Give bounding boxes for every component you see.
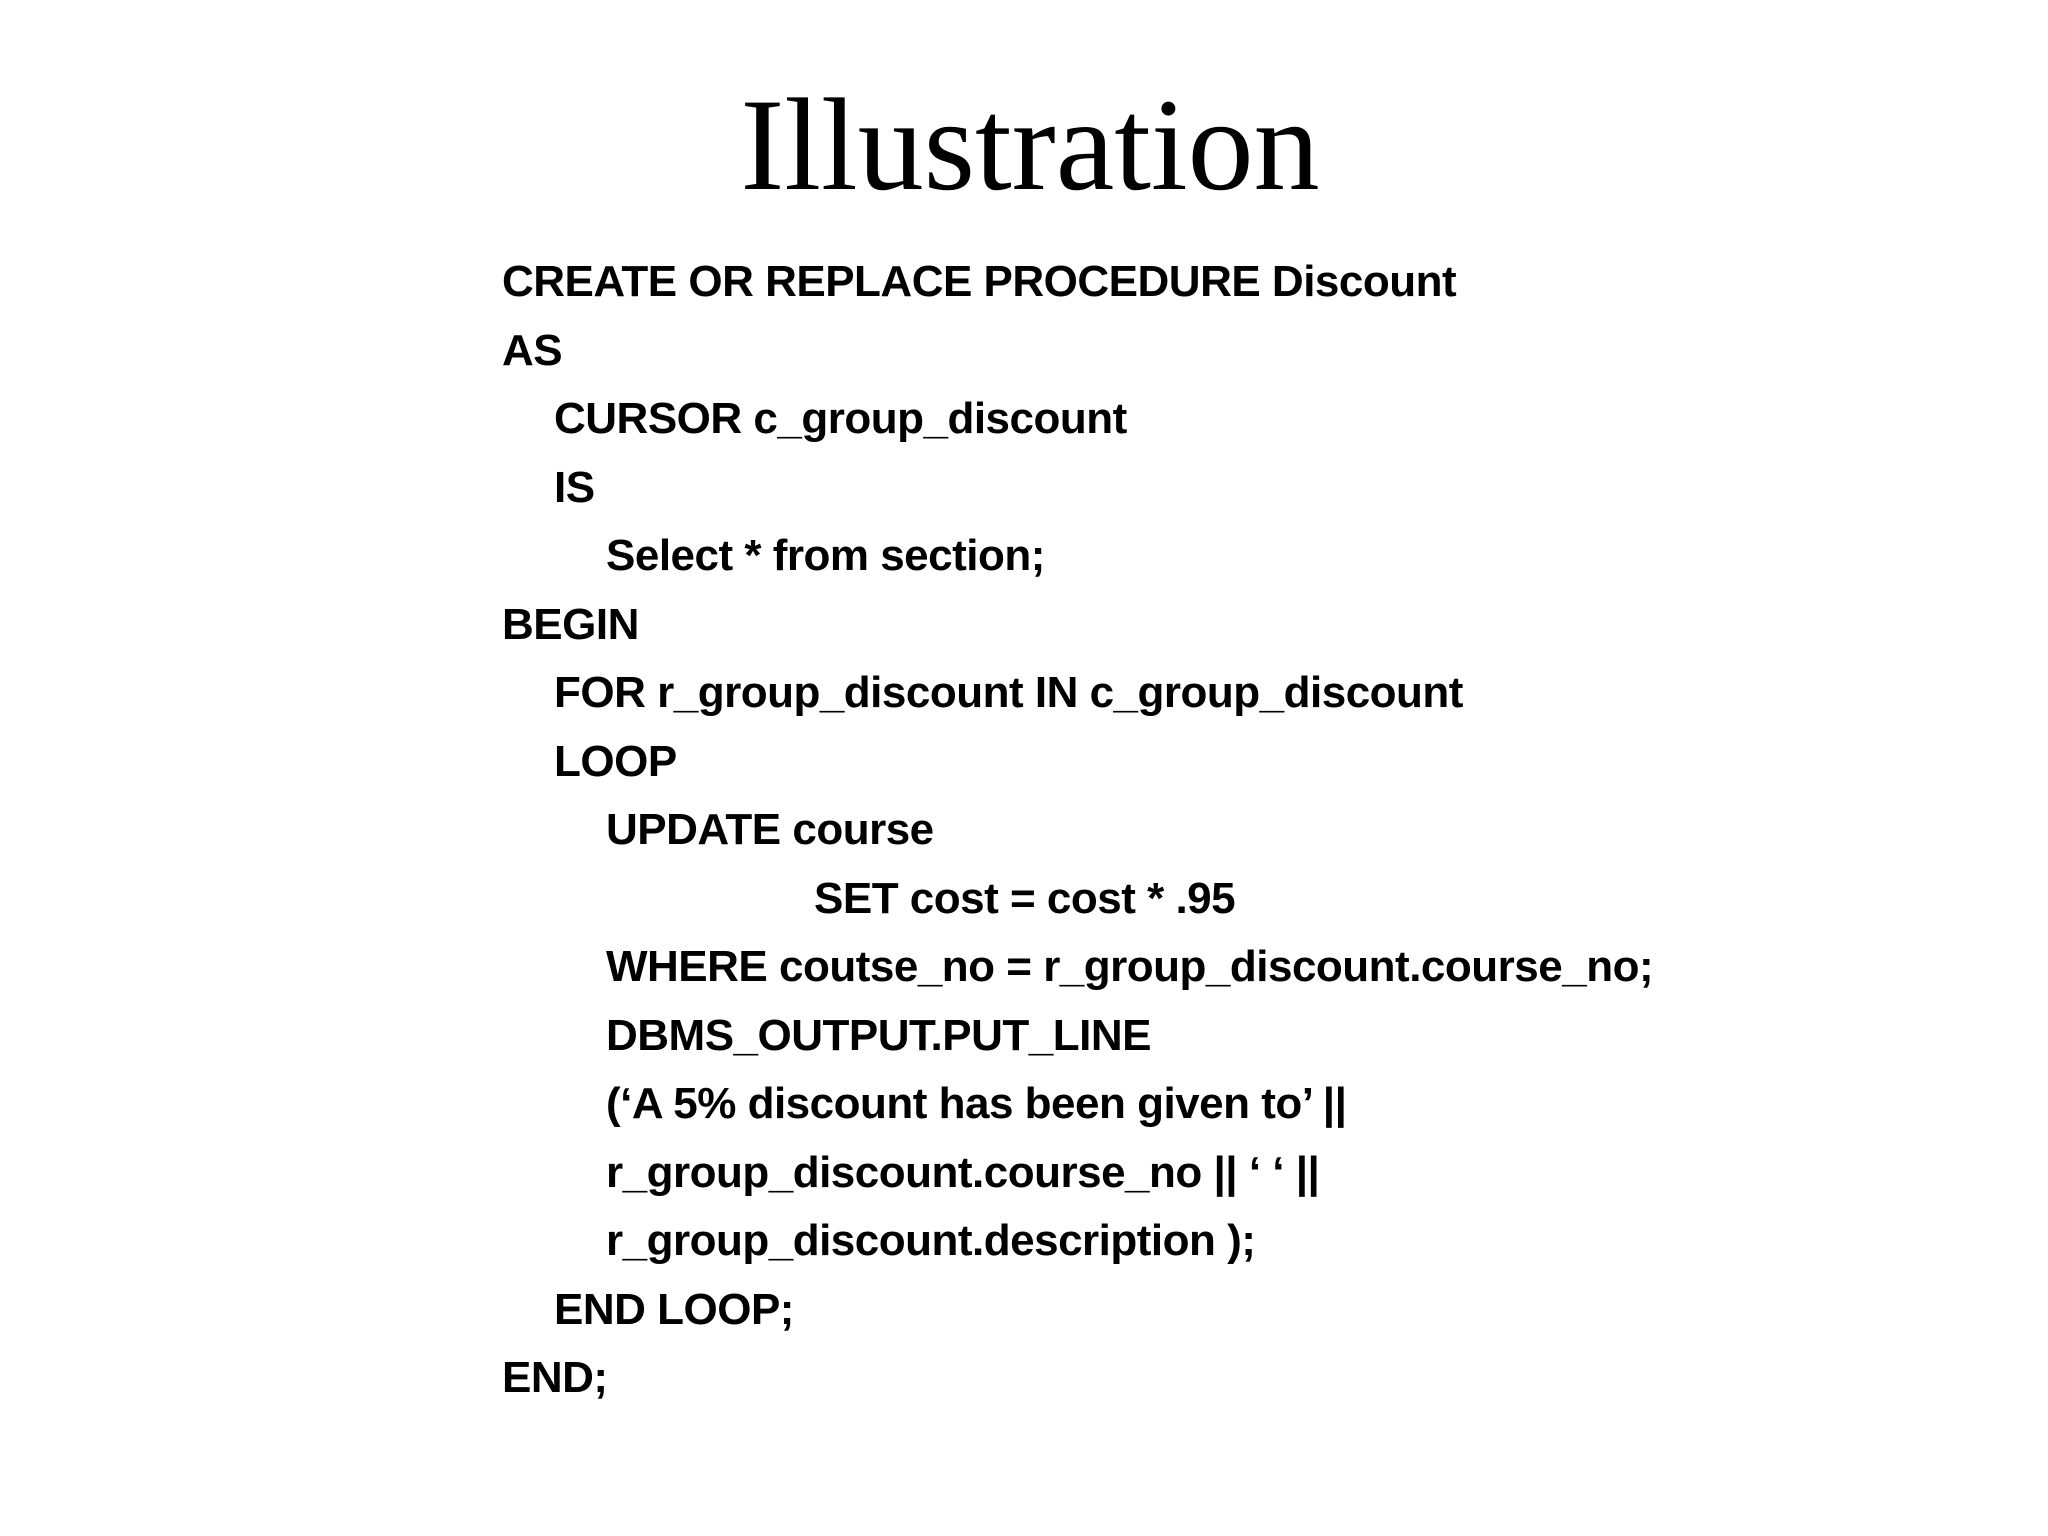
- code-line: SET cost = cost * .95: [814, 873, 1236, 923]
- code-line: FOR r_group_discount IN c_group_discount: [554, 668, 1463, 717]
- code-line: DBMS_OUTPUT.PUT_LINE: [606, 1010, 1151, 1060]
- code-line: AS: [502, 325, 563, 375]
- code-line: CREATE OR REPLACE PROCEDURE Discount: [502, 257, 1457, 306]
- code-line: WHERE coutse_no = r_group_discount.course_no;: [606, 942, 1654, 991]
- code-line: Select * from section;: [606, 531, 1045, 580]
- code-line: (‘A 5% discount has been given to’ ||: [606, 1079, 1347, 1128]
- code-line: r_group_discount.course_no || ‘ ‘ ||: [606, 1147, 1320, 1197]
- code-line: UPDATE course: [606, 805, 934, 854]
- code-line: IS: [554, 462, 595, 512]
- slide-title: Illustration: [740, 71, 1320, 218]
- code-line: BEGIN: [502, 599, 639, 649]
- code-line: END LOOP;: [554, 1284, 794, 1334]
- code-line: LOOP: [554, 736, 677, 786]
- code-line: r_group_discount.description );: [606, 1216, 1256, 1265]
- code-block: [502, 248, 1653, 1413]
- code-line: CURSOR c_group_discount: [554, 394, 1127, 443]
- code-line: END;: [502, 1353, 608, 1402]
